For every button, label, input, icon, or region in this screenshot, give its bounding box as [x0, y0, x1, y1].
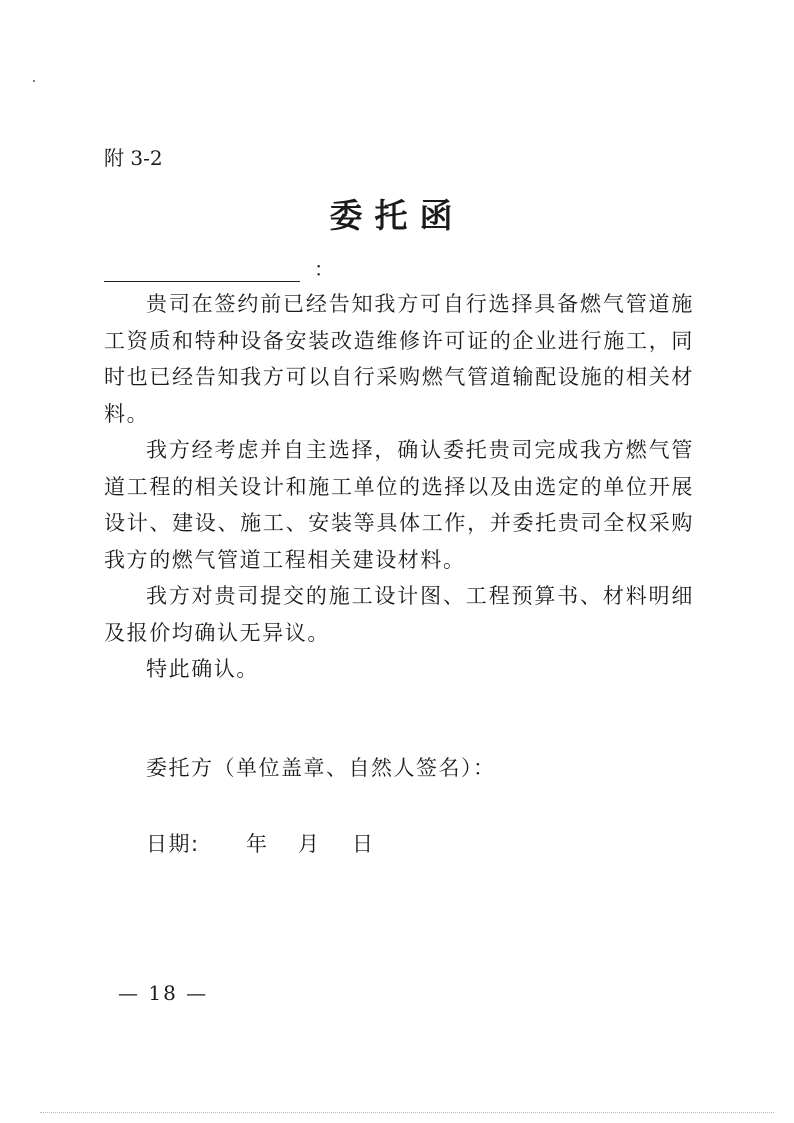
body-paragraph: 贵司在签约前已经告知我方可自行选择具备燃气管道施工资质和特种设备安装改造维修许可证的企业进行施工，同时也已经告知我方可以自行采购燃气管道输配设施的相关材料。	[104, 292, 694, 426]
signer-line: 委托方（单位盖章、自然人签名）：	[146, 756, 496, 780]
date-day: 日	[352, 832, 375, 856]
recipient-blank	[104, 263, 300, 282]
scan-bottom-edge	[40, 1112, 774, 1113]
date-year: 年	[246, 832, 269, 856]
document-title: 委托函	[329, 196, 465, 235]
body-paragraph: 特此确认。	[146, 657, 259, 681]
date-label: 日期:	[146, 832, 200, 856]
body-paragraph: 我方对贵司提交的施工设计图、工程预算书、材料明细及报价均确认无异议。	[104, 584, 694, 645]
salutation-line	[104, 256, 334, 282]
date-month: 月	[298, 832, 321, 856]
salutation-colon: ：	[314, 257, 334, 281]
letter-body	[104, 286, 694, 688]
page-number: — 18 —	[118, 981, 209, 1005]
attachment-label: 附 3-2	[104, 146, 163, 170]
scan-speck	[33, 80, 35, 82]
body-paragraph: 我方经考虑并自主选择，确认委托贵司完成我方燃气管道工程的相关设计和施工单位的选择以及由选定的单位开展设计、建设、施工、安装等具体工作，并委托贵司全权采购我方的燃气管道工程相关建设材料。	[104, 438, 694, 572]
